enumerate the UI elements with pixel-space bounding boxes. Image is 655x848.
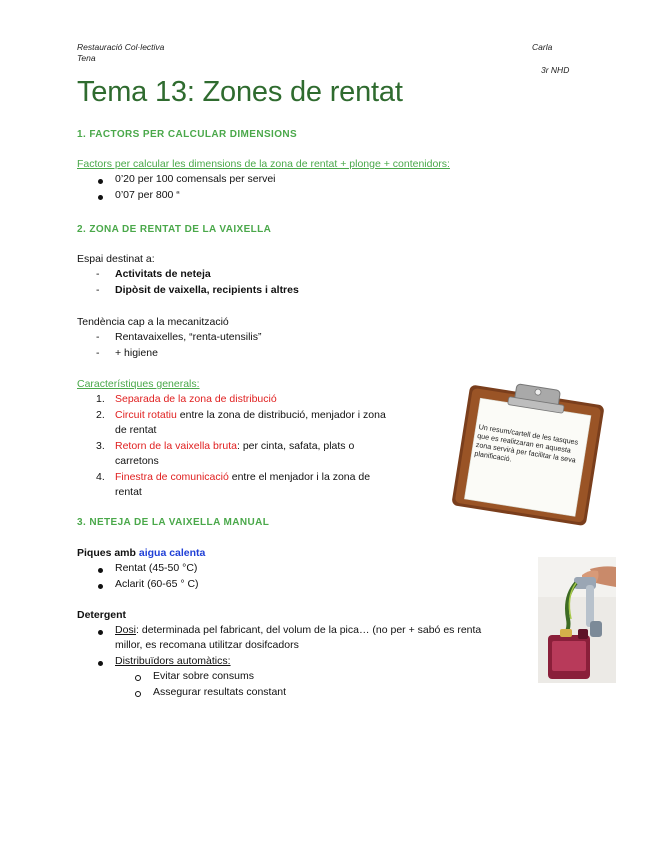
header-author: Carla xyxy=(532,42,553,52)
caract-label: Característiques generals: xyxy=(77,378,200,390)
dispenser-image xyxy=(538,557,616,683)
tendencia-item-1: Rentavaixelles, “renta-utensilis” xyxy=(115,331,262,343)
page-title: Tema 13: Zones de rentat xyxy=(77,76,403,108)
dash-marker: - xyxy=(96,331,100,343)
sub-bullet-ring xyxy=(135,691,141,697)
bullet-dot xyxy=(98,568,103,573)
sub-bullet-ring xyxy=(135,675,141,681)
bullet-dot xyxy=(98,195,103,200)
dash-marker: - xyxy=(96,268,100,280)
piques-line xyxy=(77,546,205,562)
header-left xyxy=(77,42,164,64)
dosi-line xyxy=(115,623,535,639)
clipboard-note: Un resum/cartell de les tasques que es realitzaran en aquesta zona servirà per facilitar la seva planificació. xyxy=(473,422,579,465)
section-2-heading: 2. ZONA DE RENTAT DE LA VAIXELLA xyxy=(77,224,272,235)
bullet-dot xyxy=(98,661,103,666)
espai-item-1: Activitats de neteja xyxy=(115,268,211,280)
bullet-dot xyxy=(98,179,103,184)
caract-item-3 xyxy=(115,439,435,455)
dosi-label: Dosi xyxy=(115,624,137,636)
distrib-item-2: Assegurar resultats constant xyxy=(153,686,287,698)
section-1-heading: 1. FACTORS PER CALCULAR DIMENSIONS xyxy=(77,129,298,140)
caract-num-3: 3. xyxy=(96,440,105,452)
distrib-label: Distribuïdors automàtics: xyxy=(115,655,231,667)
header-topic: Tena xyxy=(77,53,96,63)
caract-num-1: 1. xyxy=(96,393,105,405)
bullet-dot xyxy=(98,584,103,589)
section-1-bullet-1: 0’20 per 100 comensals per servei xyxy=(115,173,276,185)
distrib-item-1: Evitar sobre consums xyxy=(153,670,254,682)
dash-marker: - xyxy=(96,347,100,359)
detergent-label: Detergent xyxy=(77,609,127,621)
dash-marker: - xyxy=(96,284,100,296)
piques-item-2: Aclarit (60-65 ° C) xyxy=(115,578,199,590)
caract-item-3-text: : per cinta, safata, plats o xyxy=(237,440,355,452)
caract-item-2-cont: de rentat xyxy=(115,424,157,436)
piques-item-1: Rentat (45-50 °C) xyxy=(115,562,198,574)
piques-label: Piques amb xyxy=(77,547,139,559)
dosi-text: : determinada pel fabricant, del volum de la pica… (no per + sabó es renta xyxy=(136,624,482,636)
espai-label: Espai destinat a: xyxy=(77,253,155,265)
caract-num-4: 4. xyxy=(96,471,105,483)
caract-item-2 xyxy=(115,408,435,424)
caract-item-4-highlight: Finestra de comunicació xyxy=(115,471,229,483)
section-1-bullet-2: 0’07 per 800 “ xyxy=(115,189,180,201)
caract-item-3-cont: carretons xyxy=(115,455,159,467)
caract-item-1-highlight: Separada de la zona de distribució xyxy=(115,393,277,405)
caract-item-4-cont: rentat xyxy=(115,486,142,498)
bullet-dot xyxy=(98,630,103,635)
clipboard-illustration xyxy=(446,380,606,530)
caract-item-4 xyxy=(115,470,435,486)
caract-item-2-highlight: Circuit rotatiu xyxy=(115,409,177,421)
espai-item-2: Dipòsit de vaixella, recipients i altres xyxy=(115,284,299,296)
section-1-intro: Factors per calcular les dimensions de la zona de rentat + plonge + contenidors: xyxy=(77,158,450,170)
header-course: Restauració Col·lectiva xyxy=(77,42,165,52)
caract-item-1 xyxy=(115,392,430,408)
dosi-text-cont: millor, es recomana utilitzar dosifcadors xyxy=(115,639,299,651)
caract-item-3-highlight: Retorn de la vaixella bruta xyxy=(115,440,237,452)
detergent-dispenser-photo xyxy=(538,557,616,683)
section-3-heading: 3. NETEJA DE LA VAIXELLA MANUAL xyxy=(77,517,270,528)
caract-item-4-text: entre el menjador i la zona de xyxy=(228,471,371,483)
tendencia-label: Tendència cap a la mecanització xyxy=(77,316,229,328)
header-class: 3r NHD xyxy=(541,65,570,75)
piques-highlight: aigua calenta xyxy=(138,547,206,559)
tendencia-item-2: + higiene xyxy=(115,347,158,359)
caract-item-2-text: entre la zona de distribució, menjador i zona xyxy=(176,409,386,421)
caract-num-2: 2. xyxy=(96,409,105,421)
